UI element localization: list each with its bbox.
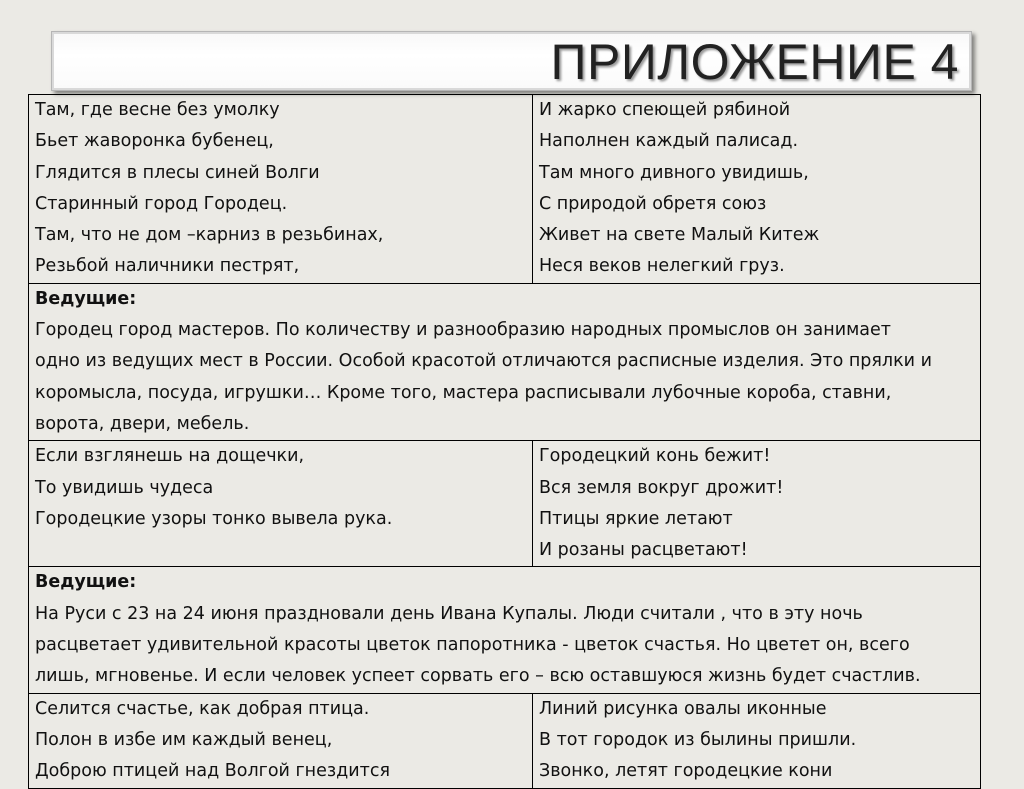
prose-line: На Руси с 23 на 24 июня праздновали день Ивана Купалы. Люди считали , что в эту ночь [35, 603, 863, 624]
prose-line: лишь, мгновенье. И если человек успеет сорвать его – всю оставшуюся жизнь будет счастлив. [35, 666, 921, 687]
presenter-heading: Ведущие: [35, 288, 137, 309]
presenter-cell [29, 567, 981, 693]
content-table [28, 94, 981, 789]
prose-line: Городец город мастеров. По количеству и разнообразию народных промыслов он занимает [35, 320, 891, 341]
verse-cell-left [29, 441, 533, 567]
verse-line: Живет на свете Малый Китеж [539, 225, 820, 246]
presenter-heading: Ведущие: [35, 572, 137, 593]
title-banner [51, 31, 972, 91]
verse-line: То увидишь чудеса [35, 477, 214, 498]
verse-line: И розаны расцветают! [539, 540, 748, 561]
presenter-row-1 [29, 283, 981, 440]
verse-cell-right [533, 693, 981, 788]
prose-line: ворота, двери, мебель. [35, 413, 250, 434]
verse-cell-left [29, 95, 533, 284]
verse-row-2 [29, 441, 981, 567]
verse-cell-right [533, 441, 981, 567]
verse-line: В тот городок из былины пришли. [539, 729, 857, 750]
verse-line: Селится счастье, как добрая птица. [35, 698, 370, 719]
verse-line: Бьет жаворонка бубенец, [35, 131, 274, 152]
verse-cell-right [533, 95, 981, 284]
presenter-row-2 [29, 567, 981, 693]
verse-line: Вся земля вокруг дрожит! [539, 477, 784, 498]
verse-line: Старинный город Городец. [35, 193, 288, 214]
page-title: ПРИЛОЖЕНИЕ 4 [550, 34, 959, 90]
verse-line: Городецкие узоры тонко вывела рука. [35, 508, 393, 529]
verse-line: Линий рисунка овалы иконные [539, 698, 827, 719]
prose-line: расцветает удивительной красоты цветок папоротника - цветок счастья. Но цветет он, всего [35, 635, 910, 656]
verse-line: Резьбой наличники пестрят, [35, 256, 300, 277]
verse-line: Полон в избе им каждый венец, [35, 729, 333, 750]
prose-line: коромысла, посуда, игрушки… Кроме того, мастера расписывали лубочные короба, ставни, [35, 382, 892, 403]
verse-line: Там много дивного увидишь, [539, 162, 809, 183]
verse-line: Птицы яркие летают [539, 508, 733, 529]
verse-row-1 [29, 95, 981, 284]
verse-line: Звонко, летят городецкие кони [539, 761, 833, 782]
verse-line: Если взглянешь на дощечки, [35, 446, 305, 467]
verse-row-3 [29, 693, 981, 788]
verse-line: Городецкий конь бежит! [539, 446, 771, 467]
verse-line: И жарко спеющей рябиной [539, 100, 791, 120]
verse-line: Там, где весне без умолку [35, 100, 280, 120]
verse-line: Неся веков нелегкий груз. [539, 256, 785, 277]
prose-line: одно из ведущих мест в России. Особой красотой отличаются расписные изделия. Это прялки и [35, 351, 932, 372]
verse-line: С природой обретя союз [539, 193, 767, 214]
verse-line: Глядится в плесы синей Волги [35, 162, 320, 183]
verse-cell-left [29, 693, 533, 788]
verse-line: Там, что не дом –карниз в резьбинах, [35, 225, 384, 246]
verse-line: Наполнен каждый палисад. [539, 131, 799, 152]
presenter-cell [29, 283, 981, 440]
verse-line: Доброю птицей над Волгой гнездится [35, 761, 390, 782]
